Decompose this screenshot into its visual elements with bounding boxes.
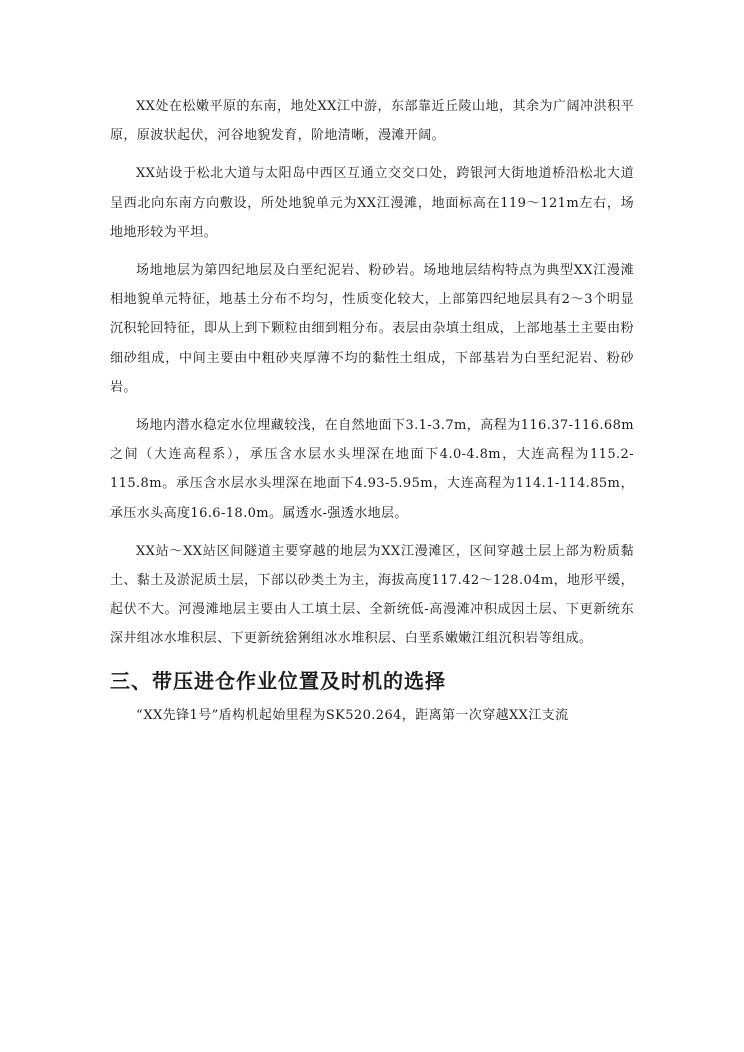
paragraph-station: XX站设于松北大道与太阳岛中西区互通立交交口处，跨银河大街地道桥沿松北大道呈西北向东南方向敷设，所处地貌单元为XX江漫滩，地面标高在119～121m左右，场地地形较为平坦。 [110,166,634,240]
paragraph-shield-machine: “XX先锋1号”盾构机起始里程为SK520.264，距离第一次穿越XX江支流 [136,707,569,723]
paragraph-tunnel-strata: XX站～XX站区间隧道主要穿越的地层为XX江漫滩区，区间穿越土层上部为粉质黏土、黏土及淤泥质土层，下部以砂类土为主，海拔高度117.42～128.04m，地形平缓，起伏不大。河漫滩地层主要由人工填土层、全新统低-高漫滩冲积成因土层、下更新统东深井组冰水堆积层、下更新统猞猁组冰水堆积层、白垩系嫩嫩江组沉积岩等组成。 [110,543,634,647]
section-heading: 三、带压进仓作业位置及时机的选择 [110,668,446,693]
paragraph-groundwater: 场地内潜水稳定水位埋藏较浅，在自然地面下3.1-3.7m，高程为116.37-116.68m之间（大连高程系），承压含水层水头埋深在地面下4.0-4.8m，大连高程为115.2-115.8m。承压含水层水头埋深在地面下4.93-5.95m，大连高程为114.1-114.85m，承压水头高度16.6-18.0m。属透水-强透水地层。 [110,418,634,521]
paragraph-strata: 场地地层为第四纪地层及白垩纪泥岩、粉砂岩。场地地层结构特点为典型XX江漫滩相地貌单元特征，地基土分布不均匀，性质变化较大，上部第四纪地层具有2～3个明显沉积轮回特征，即从上到下颗粒由细到粗分布。表层由杂填土组成，上部地基土主要由粉细砂组成，中间主要由中粗砂夹厚薄不均的黏性土组成，下部基岩为白垩纪泥岩、粉砂岩。 [110,263,634,395]
document-page [110,92,634,739]
paragraph-location: XX处在松嫩平原的东南，地处XX江中游，东部靠近丘陵山地，其余为广阔冲洪积平原，原波状起伏，河谷地貌发育，阶地清晰，漫滩开阔。 [110,99,634,144]
